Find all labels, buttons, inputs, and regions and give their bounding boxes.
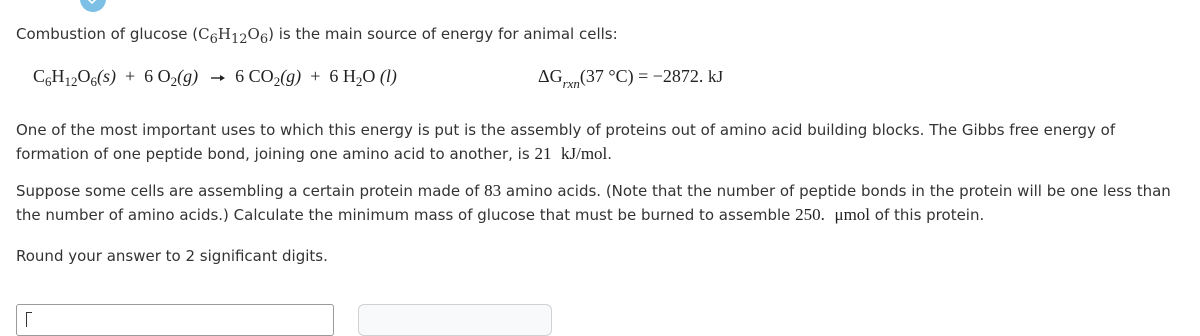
reactant-oxygen: 6 $O_2(g)$ [144, 66, 199, 89]
protein-question-text: Suppose some cells are assembling a certain protein made of 83 amino acids. (Note that the number of peptide bonds in the protein will be one less than the number of amino acids.) Calculate the minimum mass of glucose that must be burned to assemble 250. μmol of this protein. [16, 181, 1171, 224]
plus-sign: + [125, 66, 136, 86]
intro-text [16, 22, 1184, 46]
glucose-formula: $C_6H_{12}O_6$ [198, 25, 269, 47]
delta-g-value: $\Delta G_{rxn}(37$ °C) = −2872. kJ [538, 66, 724, 91]
rounding-instruction: Round your answer to 2 significant digits. [16, 247, 328, 265]
protein-amount-value: 250. [795, 205, 825, 224]
collapse-toggle-button[interactable] [80, 0, 106, 12]
protein-amount-unit: μmol [834, 205, 871, 224]
combustion-equation [33, 66, 397, 96]
intro-suffix: ) is the main source of energy for animal cells: [268, 25, 618, 43]
answer-input[interactable] [16, 304, 334, 336]
reaction-arrow-icon [211, 74, 225, 82]
peptide-energy-value: 21 [534, 144, 552, 163]
peptide-energy-unit: kJ/mol [560, 144, 608, 163]
reactant-glucose: $C_6H_{12}O_6(s)$ [33, 66, 117, 89]
intro-prefix: Combustion of glucose ( [16, 25, 199, 43]
peptide-energy-text: One of the most important uses to which this energy is put is the assembly of proteins out of amino acid building blocks. The Gibbs free energy of formation of one peptide bond, joining one amino acid to another, is 21 kJ/mol. [16, 121, 1116, 163]
amino-acid-count: 83 [484, 181, 502, 200]
product-water: 6 $H_2O$ (l) [329, 66, 397, 89]
answer-tools-panel[interactable] [358, 304, 552, 336]
product-co2: 6 $CO_2(g)$ [235, 66, 302, 89]
chevron-down-icon [87, 0, 97, 4]
plus-sign: + [310, 66, 321, 86]
